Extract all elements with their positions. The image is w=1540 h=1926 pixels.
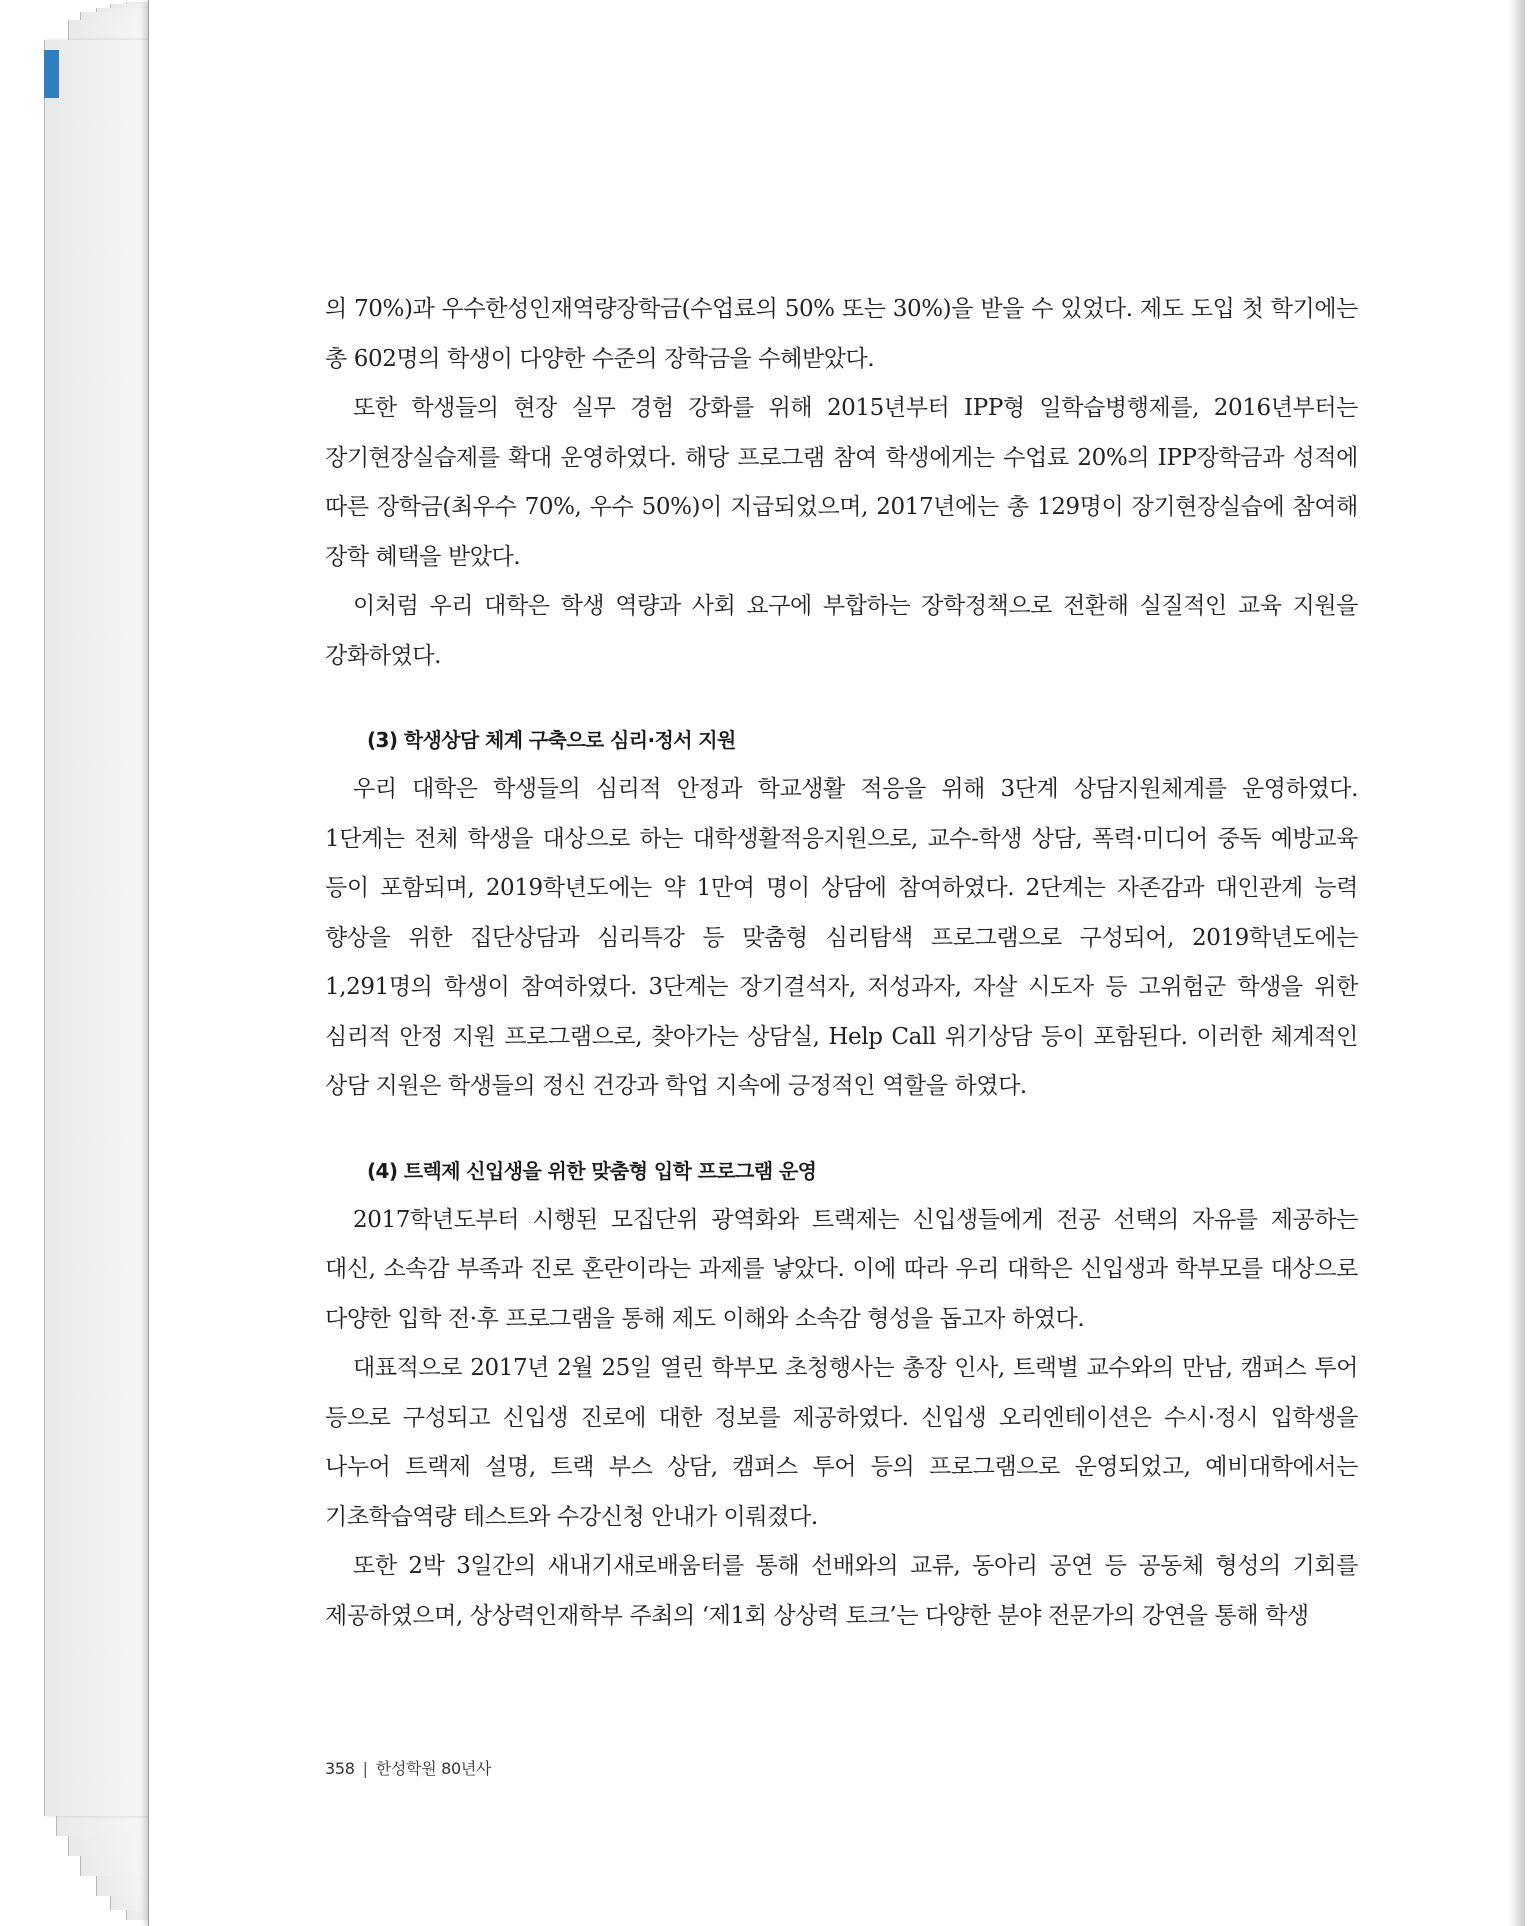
paragraph-freshman-camp: 또한 2박 3일간의 새내기새로배움터를 통해 선배와의 교류, 동아리 공연 등 공동체 형성의 기회를 제공하였으며, 상상력인재학부 주최의 ‘제1회 상상력 토크’는 다양한 분야 전문가의 강연을 통해 학생 [325,1553,1358,1629]
section-heading-admission: (4) 트렉제 신입생을 위한 맞춤형 입학 프로그램 운영 [367,1158,817,1183]
section-heading-counseling: (3) 학생상담 체계 구축으로 심리·정서 지원 [367,728,736,752]
page-number: 358 [325,1759,355,1778]
paragraph-continued: 의 70%)과 우수한성인재역량장학금(수업료의 50% 또는 30%)을 받을 수 있었다. 제도 도입 첫 학기에는 총 602명의 학생이 다양한 수준의 장학금을 수혜받았다. [325,296,1358,372]
page-stack-edges [0,0,160,1926]
page-right-shadow [1509,0,1525,1926]
blue-index-tab [44,50,59,98]
page-footer [325,1756,491,1779]
page-edge [44,40,155,1816]
paragraph-counseling: 우리 대학은 학생들의 심리적 안정과 학교생활 적응을 위해 3단계 상담지원체계를 운영하였다. 1단계는 전체 학생을 대상으로 하는 대학생활적응지원으로, 교수-학생 상담, 폭력·미디어 중독 예방교육 등이 포함되며, 2019학년도에는 약 1만여 명이 상담에 참여하였다. 2단계는 자존감과 대인관계 능력 향상을 위한 집단상담과 심리특강 등 맞춤형 심리탐색 프로그램으로 구성되어, 2019학년도에는 1,291명의 학생이 참여하였다. 3단계는 장기결석자, 저성과자, 자살 시도자 등 고위험군 학생을 위한 심리적 안정 지원 프로그램으로, 찾아가는 상담실, Help Call 위기상담 등이 포함된다. 이러한 체계적인 상담 지원은 학생들의 정신 건강과 학업 지속에 긍정적인 역할을 하였다. [325,776,1358,1099]
paragraph-ipp-scholarship: 또한 학생들의 현장 실무 경험 강화를 위해 2015년부터 IPP형 일학습병행제를, 2016년부터는 장기현장실습제를 확대 운영하였다. 해당 프로그램 참여 학생에게는 수업료 20%의 IPP장학금과 성적에 따른 장학금(최우수 70%, 우수 50%)이 지급되었으며, 2017년에는 총 129명이 장기현장실습에 참여해 장학 혜택을 받았다. [325,395,1358,570]
paragraph-track-system: 2017학년도부터 시행된 모집단위 광역화와 트랙제는 신입생들에게 전공 선택의 자유를 제공하는 대신, 소속감 부족과 진로 혼란이라는 과제를 낳았다. 이에 따라 우리 대학은 신입생과 학부모를 대상으로 다양한 입학 전·후 프로그램을 통해 제도 이해와 소속감 형성을 돕고자 하였다. [325,1206,1358,1332]
footer-separator: | [362,1759,368,1778]
paragraph-scholarship-summary: 이처럼 우리 대학은 학생 역량과 사회 요구에 부합하는 장학정책으로 전환해 실질적인 교육 지원을 강화하였다. [325,593,1358,669]
paragraph-parent-event: 대표적으로 2017년 2월 25일 열린 학부모 초청행사는 총장 인사, 트랙별 교수와의 만남, 캠퍼스 투어 등으로 구성되고 신입생 진로에 대한 정보를 제공하였다. 신입생 오리엔테이션은 수시·정시 입학생을 나누어 트랙제 설명, 트랙 부스 상담, 캠퍼스 투어 등의 프로그램으로 운영되었고, 예비대학에서는 기초학습역량 테스트와 수강신청 안내가 이뤄졌다. [325,1355,1358,1530]
book-title: 한성학원 80년사 [375,1759,492,1778]
page-content [325,285,1358,1641]
